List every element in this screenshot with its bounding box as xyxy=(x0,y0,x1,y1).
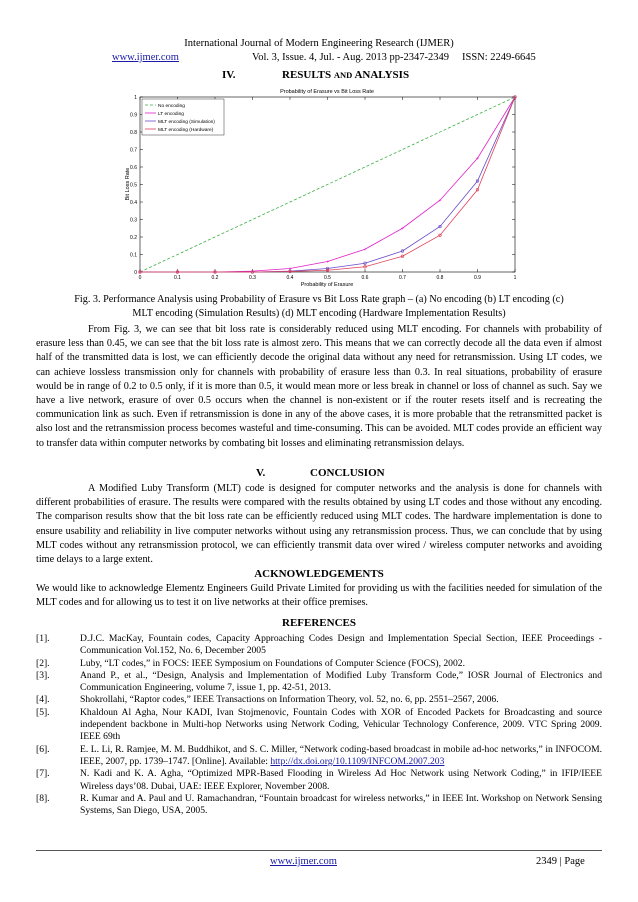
reference-text xyxy=(80,744,602,769)
x-tick-label: 0.9 xyxy=(474,275,481,281)
y-tick-label: 0.3 xyxy=(130,217,137,224)
figure-caption xyxy=(44,293,594,321)
y-tick-label: 0.9 xyxy=(130,112,137,119)
y-tick-label: 0.5 xyxy=(130,182,137,189)
reference-item xyxy=(36,768,602,793)
conclusion-paragraph: A Modified Luby Transform (MLT) code is designed for computer networks and the analysis is done for channels with different probabilities of erasure. The results were compared with the results obtained by using LT codes and those without any encoding. The comparison results show that the bit loss rate can be efficiently reduced using MLT codes. The hardware implementation is done to ensure usability and reliability in live computer networks without using any retransmission process. Thus, we can conclude that by using MLT codes without any retransmission protocol, we can efficiently transmit data over wired / wireless computer networks and avoiding time delays to a large extent. xyxy=(36,483,602,566)
reference-number: [8]. xyxy=(36,792,50,804)
series-point-2: + xyxy=(213,269,217,276)
series-point-2: + xyxy=(401,226,404,233)
chart-legend xyxy=(142,99,224,135)
reference-item xyxy=(36,707,602,744)
x-tick-label: 0.1 xyxy=(174,275,181,281)
reference-number: [2]. xyxy=(36,657,50,669)
section-number: V. xyxy=(256,467,266,479)
reference-text: R. Kumar and A. Paul and U. Ramachandran, “Fountain broadcast for wireless networks,” in IEEE Int. Workshop on Network Sensing Systems, San Diego, USA, 2005. xyxy=(80,792,602,817)
reference-number: [6]. xyxy=(36,743,50,755)
y-tick-label: 0.2 xyxy=(130,234,137,241)
journal-title: International Journal of Modern Engineering Research (IJMER) xyxy=(184,38,454,49)
reference-number: [1]. xyxy=(36,633,50,644)
header-issn: ISSN: 2249-6645 xyxy=(462,52,536,63)
reference-item xyxy=(36,670,602,695)
section-heading-conclusion xyxy=(256,467,385,479)
legend-label: MLT encoding (Hardware) xyxy=(158,127,214,133)
reference-text-body: E. L. Li, R. Ramjee, M. M. Buddhikot, and S. C. Miller, “Network coding-based broadcast in mobile ad-hoc networks,” in INFOCOM. IEEE, 2007, pp. 1739–1747. [Online]. Available: xyxy=(80,743,602,767)
results-paragraph: From Fig. 3, we can see that bit loss rate is considerably reduced using MLT encoding. For channels with probability of erasure less than 0.45, we can see that the bit loss rate is almost zero. This means that we can correctly decode all the data even if almost half of the transmitted data is lost, we can efficiently decode the original data without any need for retransmission. Using LT codes, we can achieve lossless transmission only for channels with probability of erasure less than 0.3. In real situations, probability of erasure would be in range of 0.2 to 0.5 only, if it is more than 0.5, it would mean more or less break in channel or loss of channel as such. Say we have a live network, erasure of over 0.5 occurs when the channel is non-existent or if the router resets itself and is recreating the communication link as such. Even if retransmission is done in any of the above cases, it is more probable that the retransmitted packet is also lost and the retransmission process becomes wasteful and time-consuming. This can be avoided. MLT codes provide an efficient way to transfer data within computer networks by combating bit losses and eliminating retransmission delays. xyxy=(36,324,602,449)
series-point-2: + xyxy=(326,259,329,266)
reference-list xyxy=(36,633,602,817)
x-tick-label: 1 xyxy=(513,275,517,281)
caption-line: Fig. 3. Performance Analysis using Probability of Erasure vs Bit Loss Rate graph – (a) No encoding (b) LT encoding (c) xyxy=(74,294,564,305)
chart-title: Probability of Erasure vs Bit Loss Rate xyxy=(280,89,374,95)
y-tick-label: 0.1 xyxy=(130,252,137,259)
x-tick-label: 0.6 xyxy=(361,275,369,281)
reference-text: Khaldoun Al Agha, Nour KADI, Ivan Stojmenovic, Fountain Codes with XOR of Encoded Packets for Broadcasting and source independent backbone in Multi-hop Networks using Network Coding, Vehicular Technology Conference, 2009. VTC Spring 2009. IEEE 69th xyxy=(80,706,602,743)
footer-website-link[interactable]: www.ijmer.com xyxy=(270,856,337,867)
x-tick-label: 0.8 xyxy=(436,275,444,281)
y-tick-label: 0 xyxy=(134,269,137,276)
reference-item xyxy=(36,694,602,706)
reference-number: [5]. xyxy=(36,706,50,718)
footer-page-number: 2349 | Page xyxy=(536,856,585,867)
section-number: IV. xyxy=(222,69,236,81)
reference-text: N. Kadi and K. A. Agha, “Optimized MPR-Based Flooding in Wireless Ad Hoc Network using Network Coding,” in IFIP/IEEE Wireless days’08. Dubai, UAE: IEEE Explorer, November 2008. xyxy=(80,768,602,792)
x-tick-label: 0.3 xyxy=(249,275,256,281)
section-title-part: RESULTS xyxy=(282,69,334,81)
series-point-2: + xyxy=(251,268,254,275)
x-tick-label: 0 xyxy=(138,275,142,281)
section-heading-results xyxy=(222,69,409,81)
reference-number: [3]. xyxy=(36,669,50,681)
reference-doi-link[interactable]: http://dx.doi.org/10.1109/INFCOM.2007.203 xyxy=(270,755,445,767)
reference-item xyxy=(36,744,602,769)
series-point-2: + xyxy=(476,156,479,163)
footer-divider xyxy=(36,850,602,851)
reference-number: [4]. xyxy=(36,694,50,706)
y-tick-label: 0.8 xyxy=(130,129,137,136)
legend-label: No encoding xyxy=(158,103,185,109)
acknowledgements-paragraph: We would like to acknowledge Elementz Engineers Guild Private Limited for providing us with the facilities needed for simulation of the MLT codes and for allowing us to test it on live networks at their office premises. xyxy=(36,583,602,609)
series-point-2: + xyxy=(513,94,517,101)
x-tick-label: 0.7 xyxy=(399,275,406,281)
section-title-and: AND xyxy=(333,70,353,80)
x-tick-label: 0.4 xyxy=(286,275,294,281)
reference-item xyxy=(36,633,602,658)
reference-text: Shokrollahi, “Raptor codes,” IEEE Transactions on Information Theory, vol. 52, no. 6, pp. 2551–2567, 2006. xyxy=(80,694,499,706)
reference-item xyxy=(36,793,602,818)
section-title: CONCLUSION xyxy=(310,467,385,479)
y-tick-label: 0.6 xyxy=(130,164,137,171)
legend-label: LT encoding xyxy=(158,111,184,117)
legend-label: MLT encoding (Simulation) xyxy=(158,119,215,125)
y-axis-label: Bit Loss Rate xyxy=(125,167,131,201)
y-tick-label: 1 xyxy=(134,94,137,101)
references-heading: REFERENCES xyxy=(282,617,356,629)
reference-text: Anand P., et al., “Design, Analysis and Implementation of Modified Luby Transform Code,” IOSR Journal of Electronics and Communication Engineering, volume 7, issue 1, pp. 42-51, 2013. xyxy=(80,669,602,694)
reference-item xyxy=(36,658,602,670)
series-point-2: + xyxy=(176,269,179,276)
x-tick-label: 0.5 xyxy=(324,275,331,281)
header-website-link[interactable]: www.ijmer.com xyxy=(112,52,179,63)
reference-number: [7]. xyxy=(36,768,50,780)
header-volume: Vol. 3, Issue. 4, Jul. - Aug. 2013 pp-2347-2349 xyxy=(252,52,449,63)
series-point-2: + xyxy=(363,247,367,254)
reference-text: Luby, “LT codes,” in FOCS: IEEE Symposium on Foundations of Computer Science (FOCS), 2002. xyxy=(80,657,465,669)
acknowledgements-heading: ACKNOWLEDGEMENTS xyxy=(254,568,384,580)
y-tick-label: 0.7 xyxy=(130,147,137,154)
series-point-2: + xyxy=(438,198,442,205)
reference-text: D.J.C. MacKay, Fountain codes, Capacity Approaching Codes Design and Implementation Special Section, IEEE Proceedings - Communication Vol.152, No. 6, December 2005 xyxy=(80,633,602,657)
series-point-2: + xyxy=(288,266,292,273)
section-title-part: ANALYSIS xyxy=(352,69,410,81)
series-point-2: + xyxy=(138,269,142,276)
x-tick-label: 0.2 xyxy=(211,275,219,281)
erasure-vs-bitloss-chart xyxy=(110,86,530,288)
y-tick-label: 0.4 xyxy=(130,199,137,206)
caption-line: MLT encoding (Simulation Results) (d) MLT encoding (Hardware Implementation Results) xyxy=(132,308,506,319)
x-axis-label: Probability of Erasure xyxy=(300,282,354,288)
